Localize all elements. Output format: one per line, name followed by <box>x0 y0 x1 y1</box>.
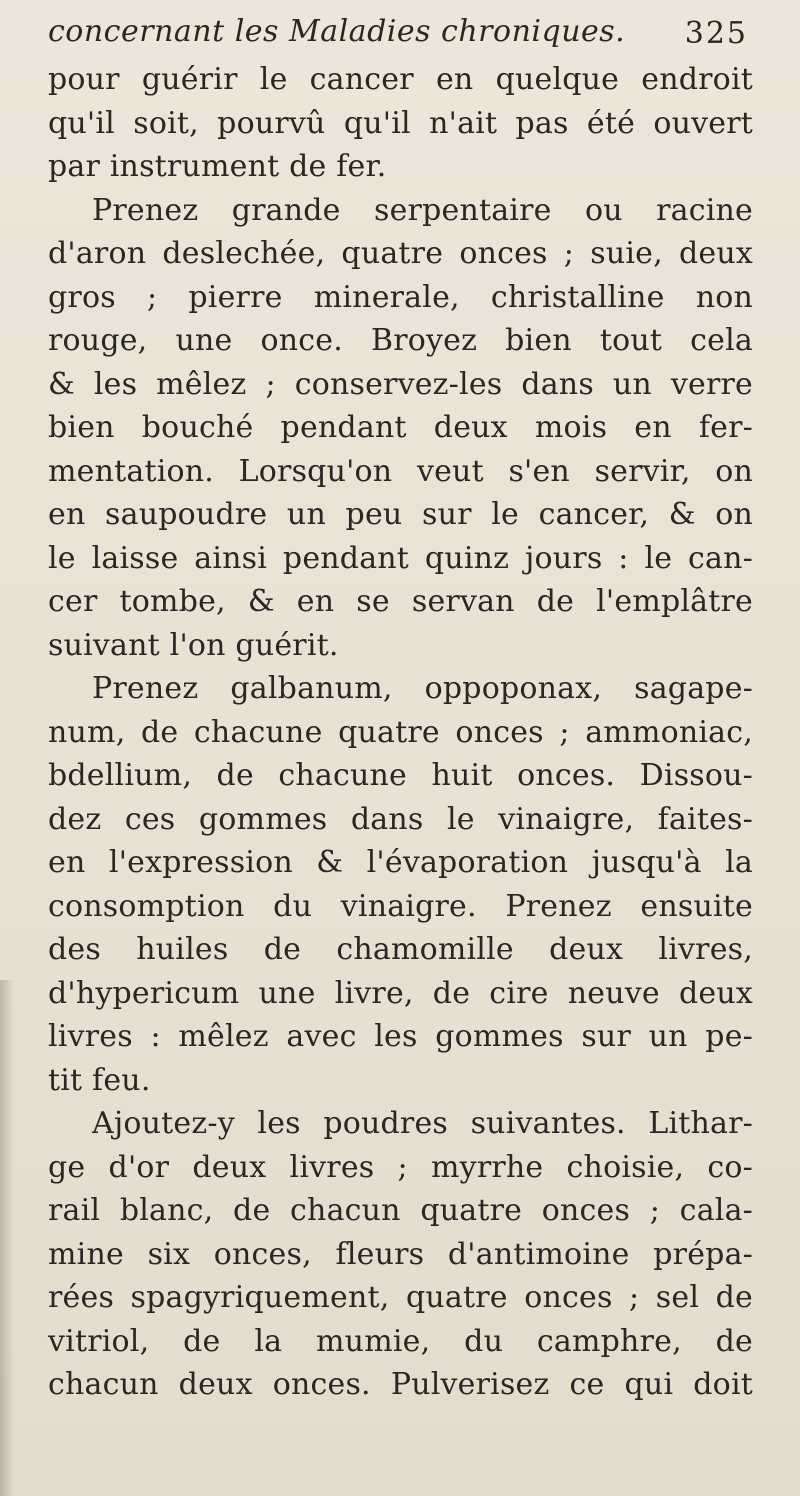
text-line: d'hypericum une livre, de cire neuve deux <box>48 975 753 1011</box>
text-line: chacun deux onces. Pulverisez ce qui doit <box>48 1367 753 1402</box>
text-line: suivant l'on guérit. <box>48 627 339 663</box>
text-line: livres : mêlez avec les gommes sur un pe- <box>48 1019 753 1054</box>
text-line: des huiles de chamomille deux livres, <box>48 932 753 967</box>
text-line: pour guérir le cancer en quelque endroit <box>48 62 753 97</box>
text-line: qu'il soit, pourvû qu'il n'ait pas été ouvert <box>48 105 753 141</box>
text-line: rouge, une once. Broyez bien tout cela <box>48 323 753 358</box>
text-line: gros ; pierre minerale, christalline non <box>48 279 753 315</box>
text-line: tit feu. <box>48 1062 151 1098</box>
paragraph-start-line: Prenez galbanum, oppoponax, sagape- <box>92 671 753 706</box>
text-line: par instrument de fer. <box>48 149 387 184</box>
text-line: & les mêlez ; conservez-les dans un verre <box>48 366 753 402</box>
text-line: en l'expression & l'évaporation jusqu'à la <box>48 845 753 880</box>
page-number: 325 <box>684 16 748 51</box>
text-line: num, de chacune quatre onces ; ammoniac, <box>48 714 753 750</box>
paragraph-start-line: Ajoutez-y les poudres suivantes. Lithar- <box>92 1106 753 1141</box>
text-line: en saupoudre un peu sur le cancer, & on <box>48 497 753 532</box>
text-line: bien bouché pendant deux mois en fer- <box>48 410 753 445</box>
text-line: bdellium, de chacune huit onces. Dissou- <box>48 758 753 793</box>
text-line: ge d'or deux livres ; myrrhe choisie, co- <box>48 1149 753 1185</box>
text-line: vitriol, de la mumie, du camphre, de <box>48 1323 753 1359</box>
text-body <box>48 58 753 1407</box>
text-line: le laisse ainsi pendant quinz jours : le can- <box>48 540 753 576</box>
running-head: concernant les Maladies chroniques. <box>48 14 626 49</box>
text-line: cer tombe, & en se servan de l'emplâtre <box>48 584 753 619</box>
paragraph-start-line: Prenez grande serpentaire ou racine <box>92 192 753 228</box>
text-line: d'aron deslechée, quatre onces ; suie, deux <box>48 236 753 271</box>
text-line: rées spagyriquement, quatre onces ; sel de <box>48 1280 753 1315</box>
page-edge-shadow <box>0 980 14 1496</box>
text-line: consomption du vinaigre. Prenez ensuite <box>48 888 753 924</box>
text-line: dez ces gommes dans le vinaigre, faites- <box>48 801 753 837</box>
text-line: rail blanc, de chacun quatre onces ; cala- <box>48 1193 753 1228</box>
text-line: mentation. Lorsqu'on veut s'en servir, on <box>48 453 753 489</box>
text-line: mine six onces, fleurs d'antimoine prépa- <box>48 1236 753 1272</box>
